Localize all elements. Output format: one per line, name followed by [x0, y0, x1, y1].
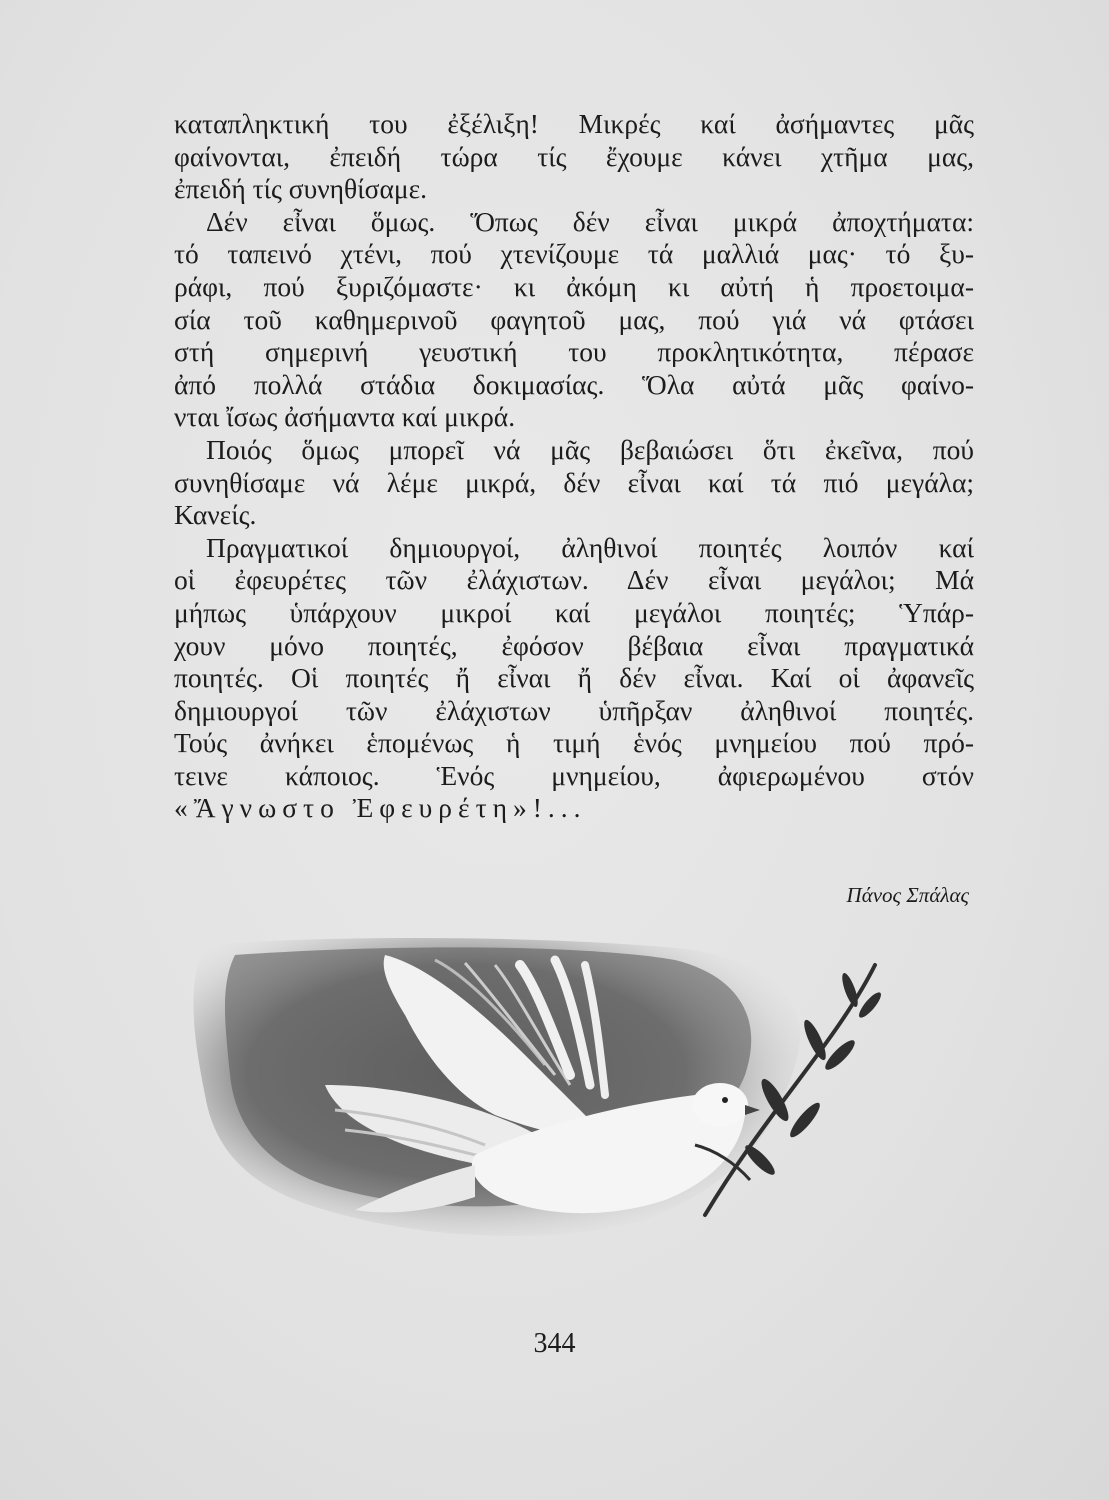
- page-number: 344: [533, 1328, 576, 1359]
- text-line: οἱ ἐφευρέτες τῶν ἐλάχιστων. Δέν εἶναι μεγάλοι; Μά: [174, 564, 974, 596]
- text-line: τό ταπεινό χτένι, πού χτενίζουμε τά μαλλιά μας· τό ξυ-: [174, 238, 974, 270]
- text-line: μήπως ὑπάρχουν μικροί καί μεγάλοι ποιητές; Ὑπάρ-: [174, 596, 974, 628]
- text-line: Ποιός ὅμως μπορεῖ νά μᾶς βεβαιώσει ὅτι ἐκεῖνα, πού: [206, 433, 974, 465]
- article-text: [174, 108, 974, 825]
- text-line: ποιητές. Οἱ ποιητές ἤ εἶναι ἤ δέν εἶναι. Καί οἱ ἀφανεῖς: [174, 662, 974, 694]
- text-line: νται ἴσως ἀσήμαντα καί μικρά.: [174, 401, 516, 433]
- text-line: χουν μόνο ποιητές, ἐφόσον βέβαια εἶναι πραγματικά: [174, 629, 974, 661]
- text-line: Δέν εἶναι ὅμως. Ὅπως δέν εἶναι μικρά ἀποχτήματα:: [206, 205, 974, 237]
- text-line: συνηθίσαμε νά λέμε μικρά, δέν εἶναι καί τά πιό μεγάλα;: [174, 466, 974, 498]
- text-line: Τούς ἀνήκει ἑπομένως ἡ τιμή ἑνός μνημείου πού πρό-: [174, 727, 974, 759]
- text-line: Πραγματικοί δημιουργοί, ἀληθινοί ποιητές λοιπόν καί: [206, 531, 974, 563]
- text-line: καταπληκτική του ἐξέλιξη! Μικρές καί ἀσήμαντες μᾶς: [174, 108, 974, 139]
- author-signature: Πάνος Σπάλας: [846, 883, 969, 907]
- text-line: φαίνονται, ἐπειδή τώρα τίς ἔχουμε κάνει χτῆμα μας,: [174, 140, 974, 172]
- text-line: Κανείς.: [174, 499, 257, 531]
- text-line: ἀπό πολλά στάδια δοκιμασίας. Ὅλα αὐτά μᾶς φαίνο-: [174, 368, 974, 400]
- text-line: τεινε κάποιος. Ἑνός μνημείου, ἀφιερωμένου στόν: [174, 759, 974, 791]
- text-line: ἐπειδή τίς συνηθίσαμε.: [174, 173, 428, 205]
- text-line: σία τοῦ καθημερινοῦ φαγητοῦ μας, πού γιά νά φτάσει: [174, 303, 974, 335]
- text-line: δημιουργοί τῶν ἐλάχιστων ὑπῆρξαν ἀληθινοί ποιητές.: [174, 694, 974, 726]
- text-line: «Ἄγνωστο Ἐφευρέτη»!...: [174, 792, 587, 824]
- text-line: στή σημερινή γευστική του προκλητικότητα, πέρασε: [174, 336, 974, 368]
- dove-with-olive-branch-icon: [175, 935, 915, 1255]
- text-line: ράφι, πού ξυριζόμαστε· κι ἀκόμη κι αὐτή ἡ προετοιμα-: [174, 270, 974, 302]
